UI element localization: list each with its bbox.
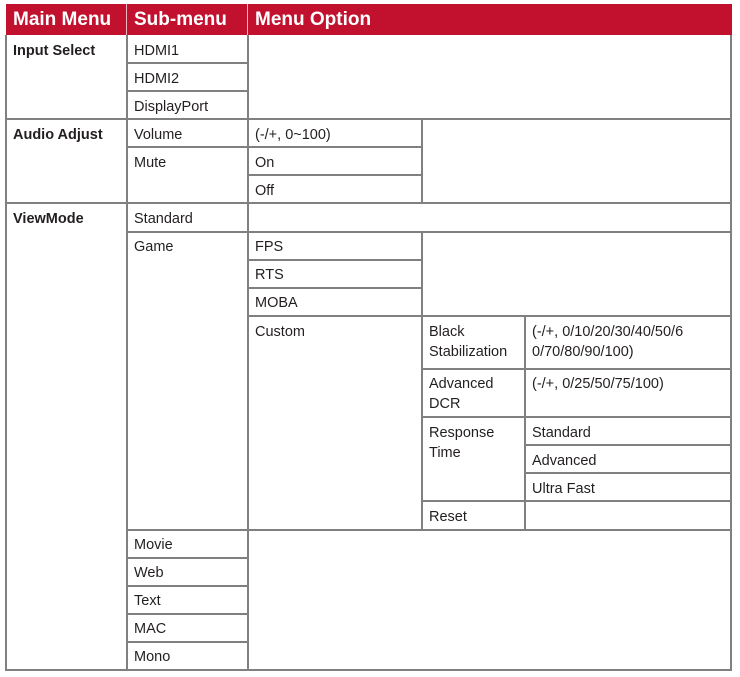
response-time-option: Advanced bbox=[532, 453, 597, 469]
sub-menu-volume: Volume bbox=[134, 127, 183, 143]
response-time-option: Standard bbox=[532, 425, 591, 441]
row-divider bbox=[127, 641, 248, 643]
game-option: FPS bbox=[255, 239, 284, 255]
game-option: RTS bbox=[255, 267, 284, 283]
main-menu-input-select: Input Select bbox=[13, 43, 96, 59]
label-line: Black bbox=[429, 324, 465, 340]
row-divider bbox=[127, 557, 248, 559]
col-divider bbox=[421, 119, 423, 204]
row-divider bbox=[127, 529, 732, 531]
sub-menu-item: DisplayPort bbox=[134, 99, 209, 115]
volume-range: (-/+, 0~100) bbox=[255, 127, 331, 143]
label-line: Response bbox=[429, 425, 495, 441]
custom-black-stabilization bbox=[422, 322, 507, 362]
header-menu-option: Menu Option bbox=[255, 9, 372, 30]
section-divider bbox=[5, 118, 732, 120]
table-border-right bbox=[730, 35, 732, 671]
value-line: 0/70/80/90/100) bbox=[532, 344, 634, 360]
game-option: MOBA bbox=[255, 295, 298, 311]
response-time-option: Ultra Fast bbox=[532, 481, 595, 497]
row-divider bbox=[127, 62, 248, 64]
mute-option: Off bbox=[255, 183, 275, 199]
row-divider bbox=[127, 146, 422, 148]
sub-menu-movie: Movie bbox=[134, 537, 173, 553]
custom-response-time bbox=[422, 423, 494, 463]
value-line: (-/+, 0/10/20/30/40/50/6 bbox=[532, 324, 684, 340]
sub-menu-game: Game bbox=[134, 239, 174, 255]
label-line: Stabilization bbox=[429, 344, 508, 360]
sub-menu-text: Text bbox=[134, 593, 161, 609]
game-option-custom: Custom bbox=[255, 324, 305, 340]
row-divider bbox=[422, 500, 732, 502]
sub-menu-item: HDMI2 bbox=[134, 71, 180, 87]
table-border-bottom bbox=[5, 669, 732, 671]
row-divider bbox=[422, 416, 732, 418]
row-divider bbox=[248, 174, 422, 176]
sub-menu-standard: Standard bbox=[134, 211, 193, 227]
main-menu-viewmode: ViewMode bbox=[13, 211, 84, 227]
custom-advanced-dcr bbox=[422, 374, 494, 414]
row-divider bbox=[422, 368, 732, 370]
header-divider bbox=[247, 4, 248, 35]
header-main-menu: Main Menu bbox=[13, 9, 112, 30]
header-divider bbox=[126, 4, 127, 35]
label-line: Advanced bbox=[429, 376, 494, 392]
row-divider bbox=[248, 287, 422, 289]
label-line: Time bbox=[429, 445, 461, 461]
black-stabilization-range bbox=[525, 322, 683, 362]
sub-menu-mute: Mute bbox=[134, 155, 167, 171]
mute-option: On bbox=[255, 155, 275, 171]
advanced-dcr-range: (-/+, 0/25/50/75/100) bbox=[532, 376, 664, 392]
col-divider bbox=[421, 232, 423, 317]
row-divider bbox=[127, 613, 248, 615]
row-divider bbox=[525, 444, 732, 446]
row-divider bbox=[525, 472, 732, 474]
custom-reset: Reset bbox=[429, 509, 467, 525]
row-divider bbox=[127, 90, 248, 92]
sub-menu-mac: MAC bbox=[134, 621, 167, 637]
sub-menu-item: HDMI1 bbox=[134, 43, 180, 59]
main-menu-audio-adjust: Audio Adjust bbox=[13, 127, 103, 143]
row-divider bbox=[127, 231, 732, 233]
row-divider bbox=[248, 259, 422, 261]
sub-menu-web: Web bbox=[134, 565, 164, 581]
row-divider bbox=[248, 315, 732, 317]
sub-menu-mono: Mono bbox=[134, 649, 171, 665]
row-divider bbox=[127, 585, 248, 587]
section-divider bbox=[5, 202, 732, 204]
label-line: DCR bbox=[429, 396, 461, 412]
header-sub-menu: Sub-menu bbox=[134, 9, 227, 30]
